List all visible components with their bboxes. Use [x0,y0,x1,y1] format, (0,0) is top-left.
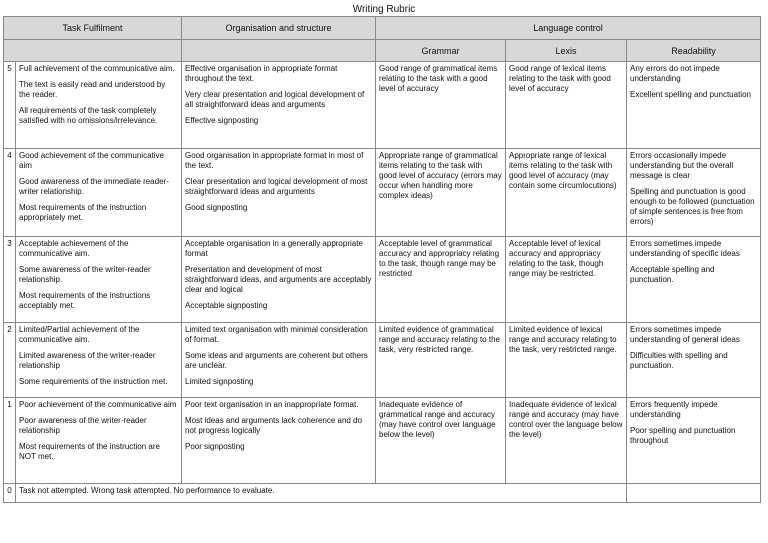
header-row-sub [4,40,761,62]
grammar-cell [376,323,506,398]
organisation-cell [182,62,376,149]
score-cell: 3 [4,237,16,323]
score-cell: 5 [4,62,16,149]
task-text: Some awareness of the writer-reader relationship. [19,265,151,284]
zero-row-text: Task not attempted. Wrong task attempted. No performance to evaluate. [16,484,627,503]
organisation-text: Acceptable organisation in a generally appropriate format [185,239,363,258]
organisation-text: Poor signposting [185,442,245,451]
grammar-text: Limited evidence of grammatical range and accuracy relating to the task, very restricted range. [379,325,500,354]
organisation-text: Some ideas and arguments are coherent but others are unclear. [185,351,368,370]
readability-cell [627,323,761,398]
organisation-text: Limited signposting [185,377,254,386]
organisation-text: Limited text organisation with minimal consideration of format. [185,325,368,344]
table-row-score-0 [4,484,761,503]
task-text: Good awareness of the immediate reader-writer relationship. [19,177,169,196]
organisation-cell [182,149,376,237]
header-task-blank [4,40,182,62]
header-grammar: Grammar [376,40,506,62]
grammar-text: Acceptable level of grammatical accuracy and appropriacy relating to the task, though range may be restricted [379,239,500,278]
table-row-score-2 [4,323,761,398]
header-lexis: Lexis [506,40,627,62]
readability-text: Difficulties with spelling and punctuation. [630,351,728,370]
table-row-score-3 [4,237,761,323]
organisation-text: Presentation and development of most straightforward ideas, and arguments are acceptably clear and logical [185,265,372,294]
readability-text: Errors frequently impede understanding [630,400,718,419]
grammar-text: Good range of grammatical items relating to the task with a good level of accuracy [379,64,498,93]
readability-text: Acceptable spelling and punctuation. [630,265,715,284]
readability-text: Poor spelling and punctuation throughout [630,426,736,445]
organisation-text: Effective organisation in appropriate format throughout the text. [185,64,338,83]
organisation-text: Good signposting [185,203,248,212]
grammar-cell [376,62,506,149]
rubric-body [4,62,761,503]
lexis-cell [506,62,627,149]
table-row-score-5 [4,62,761,149]
task-text: Some requirements of the instruction met. [19,377,168,386]
readability-text: Errors sometimes impede understanding of general ideas [630,325,740,344]
organisation-text: Poor text organisation in an inappropriate format. [185,400,359,409]
readability-text: Spelling and punctuation is good enough to be followed (punctuation of simple sentences is free from errors) [630,187,755,226]
lexis-cell [506,398,627,484]
task-text: The text is easily read and understood by the reader. [19,80,166,99]
readability-cell [627,149,761,237]
task-cell [16,237,182,323]
lexis-text: Inadequate evidence of lexical range and accuracy (may have control over the language below the level) [509,400,623,439]
lexis-cell [506,237,627,323]
header-row-top [4,17,761,40]
lexis-cell [506,149,627,237]
task-text: Most requirements of the instructions acceptably met. [19,291,151,310]
task-text: Limited/Partial achievement of the communicative aim. [19,325,140,344]
header-organisation-blank [182,40,376,62]
grammar-text: Inadequate evidence of grammatical range and accuracy (may have control over language below the level) [379,400,496,439]
organisation-cell [182,398,376,484]
task-text: Poor awareness of the writer-reader relationship [19,416,147,435]
lexis-cell [506,323,627,398]
header-language: Language control [376,17,761,40]
grammar-cell [376,398,506,484]
readability-text: Excellent spelling and punctuation [630,90,751,99]
grammar-cell [376,237,506,323]
task-text: All requirements of the task completely satisfied with no omissions/irrelevance. [19,106,158,125]
score-cell: 2 [4,323,16,398]
task-cell [16,398,182,484]
table-row-score-4 [4,149,761,237]
organisation-text: Most ideas and arguments lack coherence and do not progress logically [185,416,362,435]
task-text: Acceptable achievement of the communicative aim. [19,239,129,258]
table-row-score-1 [4,398,761,484]
readability-cell [627,62,761,149]
organisation-text: Clear presentation and logical development of most straightforward ideas and arguments [185,177,368,196]
score-cell: 1 [4,398,16,484]
task-cell [16,149,182,237]
readability-text: Errors occasionally impede understanding but the overall message is clear [630,151,734,180]
readability-cell [627,398,761,484]
header-task: Task Fulfilment [4,17,182,40]
task-text: Poor achievement of the communicative aim [19,400,177,409]
organisation-text: Good organisation in appropriate format in most of the text. [185,151,364,170]
organisation-cell [182,237,376,323]
organisation-text: Acceptable signposting [185,301,268,310]
readability-text: Any errors do not impede understanding [630,64,720,83]
task-cell [16,62,182,149]
page-title: Writing Rubric [352,4,416,15]
task-text: Most requirements of the instruction are NOT met. [19,442,160,461]
lexis-text: Appropriate range of lexical items relating to the task with good level of accuracy (may contain some circumlocutions) [509,151,617,190]
organisation-cell [182,323,376,398]
task-text: Limited awareness of the writer-reader relationship [19,351,156,370]
task-text: Good achievement of the communicative aim [19,151,164,170]
grammar-text: Appropriate range of grammatical items relating to the task with good level of accuracy (errors may occur when handling more complex ideas) [379,151,502,200]
lexis-text: Acceptable level of lexical accuracy and appropriacy relating to the task, though range may be restricted. [509,239,604,278]
lexis-text: Limited evidence of lexical range and accuracy relating to the task, very restricted range. [509,325,617,354]
readability-cell [627,237,761,323]
rubric-table [3,16,761,503]
organisation-text: Effective signposting [185,116,259,125]
header-readability: Readability [627,40,761,62]
grammar-cell [376,149,506,237]
task-text: Full achievement of the communicative aim. [19,64,175,73]
zero-row-blank [627,484,761,503]
score-cell: 4 [4,149,16,237]
task-cell [16,323,182,398]
readability-text: Errors sometimes impede understanding of specific ideas [630,239,740,258]
lexis-text: Good range of lexical items relating to the task with good level of accuracy [509,64,611,93]
score-cell: 0 [4,484,16,503]
task-text: Most requirements of the instruction appropriately met. [19,203,147,222]
organisation-text: Very clear presentation and logical development of all straightforward ideas and arguments [185,90,365,109]
header-organisation: Organisation and structure [182,17,376,40]
